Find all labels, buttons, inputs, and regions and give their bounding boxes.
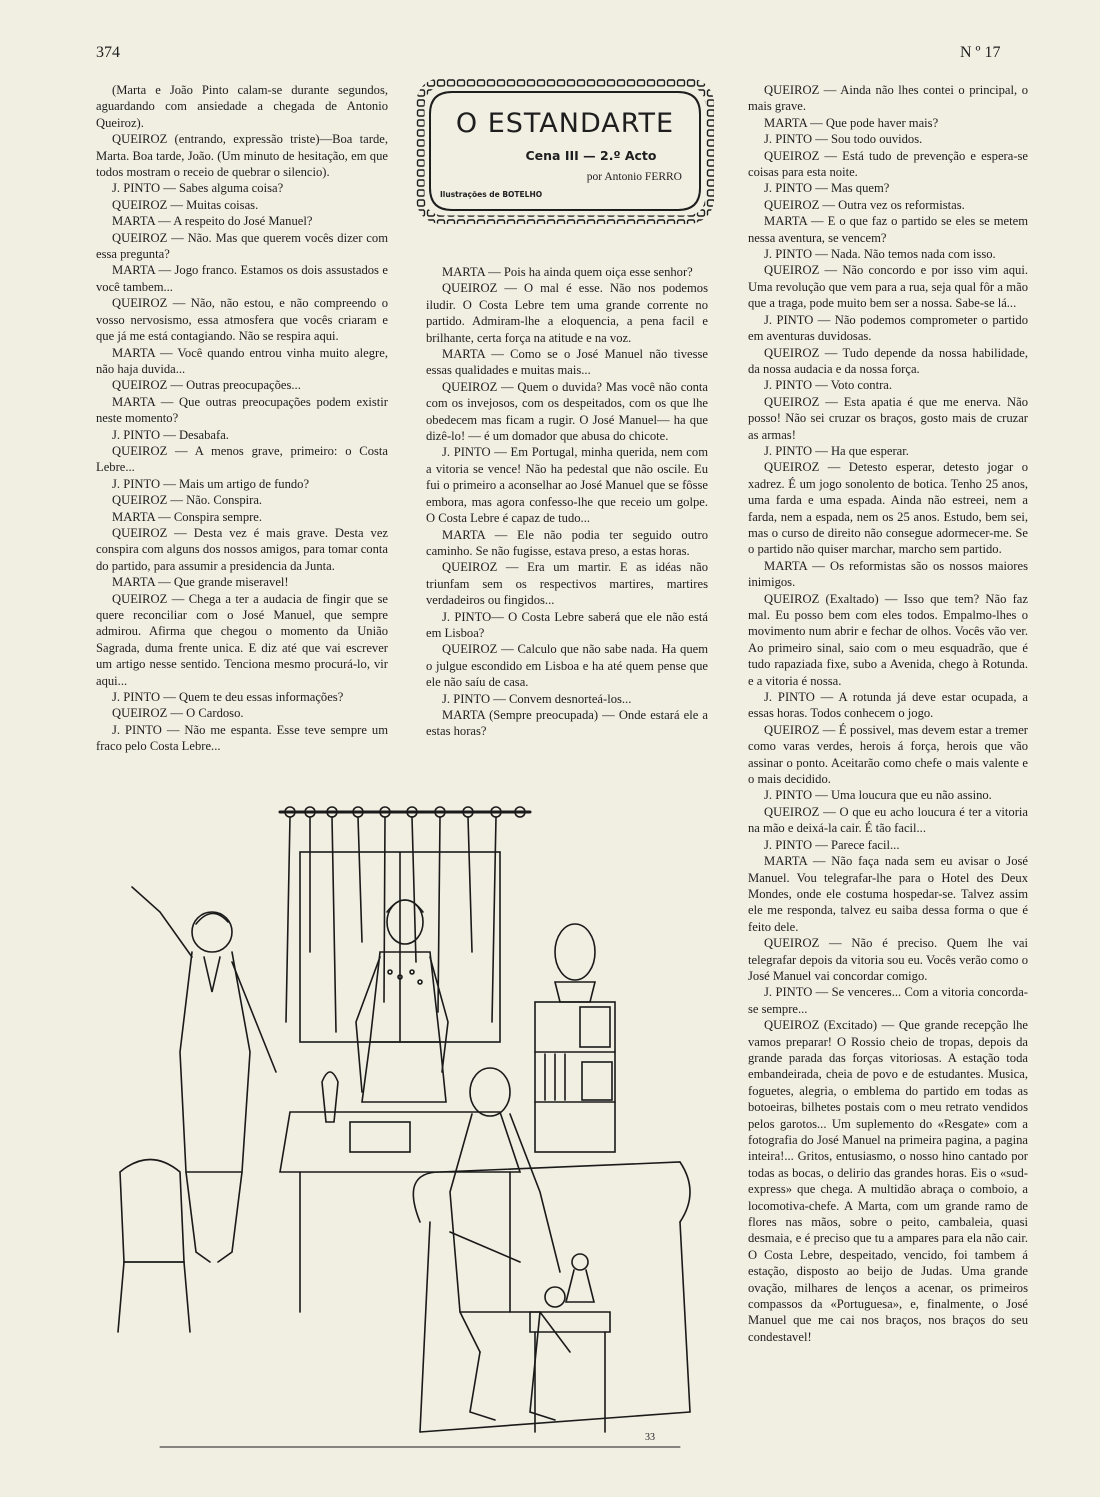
dialogue-line: QUEIROZ — Calculo que não sabe nada. Ha quem o julgue escondido em Lisboa e ha até quem pense que ele não saíu de casa. <box>426 642 708 690</box>
dialogue-line: QUEIROZ — É possivel, mas devem estar a tremer como varas verdes, herois á força, herois que vão assinar o ponto. Aceitarão como chefe o mais valente e o mais decidido. <box>748 722 1028 787</box>
dialogue-line: QUEIROZ — Outra vez os reformistas. <box>764 197 965 212</box>
dialogue-line: MARTA — Você quando entrou vinha muito alegre, não haja duvida... <box>96 345 388 376</box>
page-number: 374 <box>96 44 120 61</box>
dialogue-line: QUEIROZ — Não é preciso. Quem lhe vai telegrafar depois da vitoria sou eu. Vocês verão como o José Manuel vai concordar comigo. <box>748 936 1028 983</box>
dialogue-line: QUEIROZ (Excitado) — Que grande recepção lhe vamos preparar! O Rossio cheio de tropas, depois da grande parada das forças vitoriosas. A estação toda embandeirada, cheia de povo e de estudantes. Musica, foguetes, alegria, o emblema do partido em todas as botoeiras, bilhetes postais com o meu retrato vendidos pelos garotos... Um suplemento do «Resgate» com a fotografia do José Manuel na primeira pagina, a pagina inteira!... Gritos, entusiasmo, o nosso hino cantado por todas as bocas, o delirio das grandes horas. Eis o «sud-express» que chega. A multidão abraça o comboio, a locomotiva-chefe. A Marta, com um grande ramo de flores nas mãos, sobre o peito, cambaleia, quasi desmaia, e é preciso que tu a ampares para ela não cair. O Costa Lebre, despeitado, vencido, foi tambem á estação, disposto ao beijo de Judas. Uma grande ovação, milhares de lenços a acenar, os primeiros compassos da «Portuguesa», e, finalmente, o José Manuel que me cai nos braços, nos braços do seu condestavel! <box>748 1018 1028 1344</box>
dialogue-line: J. PINTO — A rotunda já deve estar ocupada, a essas horas. Todos conhecem o jogo. <box>748 690 1028 721</box>
dialogue-line: QUEIROZ (Exaltado) — Isso que tem? Não faz mal. Eu posso bem com eles todos. Empalmo-lhes o movimento num abrir e fechar de olhos. Vocês vão ver. Ao primeiro sinal, saio com o meu esquadrão, que é tudo rapaziada fixe, subo a Avenida, chego à Rotunda. e a vitoria é nossa. <box>748 591 1028 688</box>
table-icon <box>280 1072 520 1312</box>
dialogue-line: QUEIROZ — Não. Conspira. <box>112 493 263 508</box>
issue-number: N º 17 <box>960 44 1001 61</box>
author-line: por Antonio FERRO <box>586 171 682 183</box>
dialogue-line: QUEIROZ — O mal é esse. Não nos podemos iludir. O Costa Lebre tem uma grande corrente no partido. Admiram-lhe a eloquencia, a pena facil e brilhante, certa força na atitude e na voz. <box>426 281 708 345</box>
dialogue-line: QUEIROZ — A menos grave, primeiro: o Costa Lebre... <box>96 443 388 475</box>
dialogue-line: J. PINTO — Não podemos comprometer o partido em aventuras duvidosas. <box>748 312 1028 344</box>
dialogue-line: J. PINTO — Sabes alguma coisa? <box>112 181 284 196</box>
scene-drawing <box>100 792 700 1462</box>
dialogue-line: J. PINTO — Voto contra. <box>764 378 893 393</box>
dialogue-line: MARTA — Que outras preocupações podem existir neste momento? <box>96 394 388 426</box>
dialogue-line: QUEIROZ — O Cardoso. <box>112 706 244 721</box>
standing-man-figure <box>132 887 276 1262</box>
dialogue-line: MARTA — Que grande miseravel! <box>112 575 289 590</box>
dialogue-line: J. PINTO — Não me espanta. Esse teve sempre um fraco pelo Costa Lebre... <box>96 722 388 754</box>
chair-icon <box>118 1160 190 1333</box>
dialogue-line: J. PINTO — Quem te deu essas informações? <box>112 690 344 705</box>
article-title: O ESTANDARTE <box>455 108 675 139</box>
dialogue-line: MARTA — Pois ha ainda quem oiça esse senhor? <box>442 265 693 279</box>
dialogue-line: J. PINTO — Mas quem? <box>764 181 890 196</box>
dialogue-line: QUEIROZ — Ainda não lhes contei o principal, o mais grave. <box>748 83 1028 114</box>
scene-label: Cena III — 2.º Acto <box>525 148 657 163</box>
dialogue-line: QUEIROZ — Não. Mas que querem vocês dizer com essa pregunta? <box>96 230 388 262</box>
dialogue-line: QUEIROZ — Muitas coisas. <box>112 197 259 212</box>
dialogue-line: J. PINTO — Mais um artigo de fundo? <box>112 476 310 491</box>
dialogue-line: J. PINTO — Nada. Não temos nada com isso. <box>764 247 996 262</box>
dialogue-line: MARTA — Conspira sempre. <box>112 509 263 524</box>
dialogue-line: QUEIROZ — Outras preocupações... <box>112 378 301 393</box>
dialogue-line: QUEIROZ — Não, não estou, e não compreendo o vosso nervosismo, essa atmosfera que vocês criaram e que já me está contagiando. Não se respira aqui. <box>96 296 388 344</box>
dialogue-line: QUEIROZ — Esta apatia é que me enerva. Não posso! Não sei cruzar os braços, gosto mais de cruzar as armas! <box>748 394 1028 442</box>
illustrator-line: Ilustrações de BOTELHO <box>440 190 543 199</box>
illustration <box>100 792 700 1462</box>
dialogue-line: QUEIROZ — Quem o duvida? Mas você não conta com os invejosos, com os despeitados, com os que lhe obedecem mas ficam a rugir. O José Manuel— ha que dizê-lo! — é um domador que abusa do chicote. <box>426 379 708 444</box>
dialogue-line: QUEIROZ (entrando, expressão triste)—Boa tarde, Marta. Boa tarde, João. (Um minuto de hesitação, em que todos mostram o receio de quebrar o silencio). <box>96 132 388 180</box>
dialogue-line: MARTA — Ele não podia ter seguido outro caminho. Se não fugisse, estava preso, a estas horas. <box>426 527 708 558</box>
text-column-middle <box>426 264 708 740</box>
dialogue-line: QUEIROZ — Era um martir. E as idéas não triunfam sem os respectivos martires, martires verdadeiros ou fingidos... <box>426 560 708 608</box>
dialogue-line: MARTA — Não faça nada sem eu avisar o José Manuel. Vou telegrafar-lhe para o Hotel des Deux Mondes, onde ele costuma hospedar-se. Talvez assim ele me responda, talvez eu saiba dessa forma o que é feito dele. <box>748 854 1028 934</box>
dialogue-line: J. PINTO — Desabafa. <box>112 427 229 442</box>
dialogue-line: QUEIROZ — O que eu acho loucura é ter a vitoria na mão e deixá-la cair. É tão facil... <box>748 804 1028 836</box>
dialogue-line: MARTA — A respeito do José Manuel? <box>112 214 313 229</box>
side-table-icon <box>530 1254 610 1432</box>
dialogue-line: QUEIROZ — Está tudo de prevenção e espera-se coisas para esta noite. <box>748 148 1028 180</box>
dialogue-line: J. PINTO — Ha que esperar. <box>764 443 909 458</box>
dialogue-line: MARTA (Sempre preocupada) — Onde estará ele a estas horas? <box>426 707 708 739</box>
dialogue-line: J. PINTO — Se venceres... Com a vitoria concorda-se sempre... <box>748 985 1028 1016</box>
dialogue-line: QUEIROZ — Chega a ter a audacia de fingir que se quere reconciliar com o José Manuel, que sempre admirou. Afirma que chegou o momento da União Sagrada, duma frente unica. E diz até que vai escrever um artigo nesse sentido. Tenciona mesmo procurá-lo, vir aqui... <box>96 591 388 688</box>
sofa-icon <box>413 1162 690 1432</box>
dialogue-line: QUEIROZ — Desta vez é mais grave. Desta vez conspira com alguns dos nossos amigos, para tomar conta do partido, para assumir a presidencia da Junta. <box>96 525 388 573</box>
dialogue-line: MARTA — Os reformistas são os nossos maiores inimigos. <box>748 558 1028 590</box>
text-column-right <box>748 82 1028 1345</box>
dialogue-line: QUEIROZ — Tudo depende da nossa habilidade, da nossa audacia e da nossa força. <box>748 345 1028 376</box>
dialogue-line: MARTA — E o que faz o partido se eles se metem nessa aventura, se vencem? <box>748 214 1028 245</box>
dialogue-line: QUEIROZ — Detesto esperar, detesto jogar o xadrez. É um jogo sonolento de botica. Tenho 25 anos, uma farda e uma espada. Ainda não estreei, nem a farda, nem a espada, nem os 25 anos. Estudo, bem sei, mas o curso de direito não consegue adormecer-me. Se o partido não quiser marchar, marcho sem partido. <box>748 460 1028 557</box>
dialogue-line: J. PINTO — Parece facil... <box>764 837 900 852</box>
dialogue-line: MARTA — Jogo franco. Estamos os dois assustados e você tambem... <box>96 263 388 294</box>
dialogue-line: QUEIROZ — Não concordo e por isso vim aqui. Uma revolução que vem para a rua, seja qual fôr a mão que a traga, pode muito bem ser a nossa. Sabe-se lá... <box>748 263 1028 311</box>
artist-signature: 33 <box>645 1432 655 1443</box>
text-column-left <box>96 82 388 755</box>
woman-figure <box>356 900 448 1102</box>
dialogue-line: J. PINTO — Uma loucura que eu não assino. <box>764 788 992 803</box>
bookshelf-icon <box>535 1002 615 1152</box>
title-box <box>416 78 714 224</box>
dialogue-line: J. PINTO — Em Portugal, minha querida, nem com a vitoria se vence! Não ha pedestal que não oscile. Eu fui o primeiro a aconselhar ao José Manuel que se fôsse embora, mas agora confesso-lhe que receio um golpe. O Costa Lebre é capaz de tudo... <box>426 445 708 526</box>
dialogue-line: (Marta e João Pinto calam-se durante segundos, aguardando com ansiedade a chegada de Antonio Queiroz). <box>96 83 388 130</box>
dialogue-line: MARTA — Que pode haver mais? <box>764 115 939 130</box>
dialogue-line: J. PINTO— O Costa Lebre saberá que ele não está em Lisboa? <box>426 609 708 640</box>
dialogue-line: J. PINTO — Convem desnorteá-los... <box>442 691 632 706</box>
bust-statue-icon <box>555 924 595 1002</box>
dialogue-line: MARTA — Como se o José Manuel não tivesse essas qualidades e muitas mais... <box>426 347 708 378</box>
dialogue-line: J. PINTO — Sou todo ouvidos. <box>764 132 923 147</box>
